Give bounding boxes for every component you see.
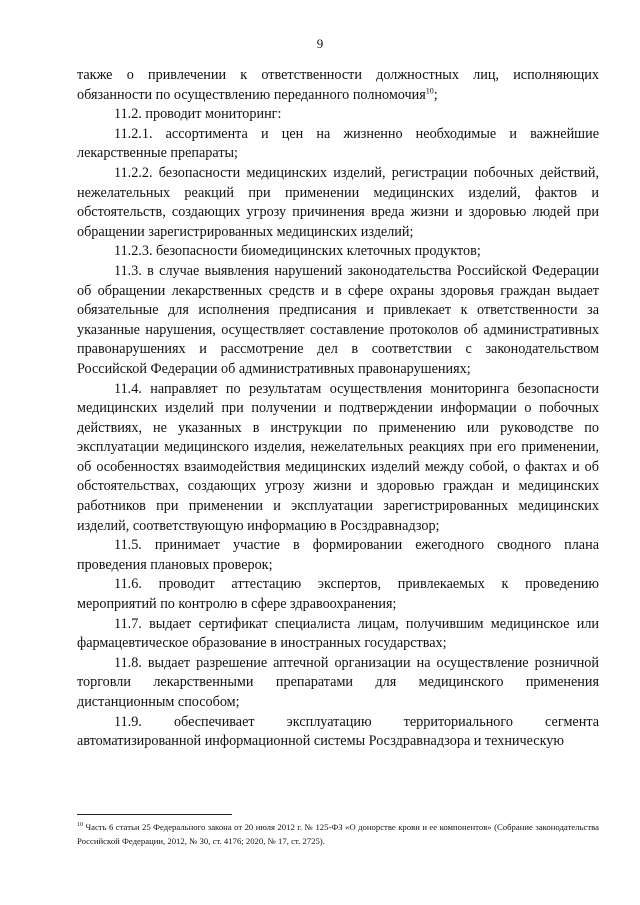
paragraph-11-7: 11.7. выдает сертификат специалиста лицам, получившим медицинское или фармацевтическое образование в иностранных государствах;	[77, 615, 599, 652]
page-number: 9	[316, 36, 324, 51]
footnote-divider	[77, 814, 232, 815]
paragraph-11-6: 11.6. проводит аттестацию экспертов, привлекаемых к проведению мероприятий по контролю в сфере здравоохранения;	[77, 576, 599, 613]
body-text	[77, 66, 599, 752]
paragraph-11-2-1: 11.2.1. ассортимента и цен на жизненно необходимые и важнейшие лекарственные препараты;	[77, 125, 599, 162]
paragraph-continuation: также о привлечении к ответственности должностных лиц, исполняющих обязанности по осуществлению переданного полномочия$^{10}$;	[77, 67, 599, 103]
paragraph-11-4: 11.4. направляет по результатам осуществления мониторинга безопасности медицинских изделий при получении и подтверждении информации о побочных действиях, не указанных в инструкции по применению или руководстве по эксплуатации медицинского изделия, нежелательных реакциях при его применении, об особенностях взаимодействия медицинских изделий между собой, о фактах и об обстоятельствах, создающих угрозу жизни и здоровью граждан и медицинских работников при применении и эксплуатации зарегистрированных медицинских изделий, соответствующую информацию в Росздравнадзор;	[77, 380, 599, 534]
footnote-text: Часть 6 статьи 25 Федерального закона от 20 июля 2012 г. № 125-ФЗ «О донорстве крови и ее компонентов» (Собрание законодательства Российской Федерации, 2012, № 30, ст. 4176; 2020, № 17, ст. 2725).	[77, 822, 599, 846]
paragraph-11-9: 11.9. обеспечивает эксплуатацию территориального сегмента автоматизированной информационной системы Росздравнадзора и техническую	[77, 713, 599, 750]
paragraph-11-3: 11.3. в случае выявления нарушений законодательства Российской Федерации об обращении лекарственных средств и в сфере охраны здоровья граждан выдает обязательные для исполнения предписания и привлекает к ответственности за указанные нарушения, осуществляет составление протоколов об административных правонарушениях и рассмотрение дел в соответствии с законодательством Российской Федерации об административных правонарушениях;	[77, 262, 599, 377]
paragraph-11-5: 11.5. принимает участие в формировании ежегодного сводного плана проведения плановых проверок;	[77, 537, 599, 573]
footnote	[77, 820, 599, 848]
paragraph-11-8: 11.8. выдает разрешение аптечной организации на осуществление розничной торговли лекарственными препаратами для медицинского применения дистанционным способом;	[77, 654, 599, 710]
footnote-marker: 10	[77, 822, 83, 829]
paragraph-11-2-2: 11.2.2. безопасности медицинских изделий, регистрации побочных действий, нежелательных реакций при применении медицинских изделий, фактов и обстоятельств, создающих угрозу причинения вреда жизни и здоровью людей при обращении зарегистрированных медицинских изделий;	[77, 164, 599, 240]
paragraph-11-2: 11.2. проводит мониторинг:	[114, 106, 282, 123]
footnote-reference[interactable]: 10	[425, 85, 434, 95]
paragraph-11-2-3: 11.2.3. безопасности биомедицинских клеточных продуктов;	[114, 243, 481, 260]
